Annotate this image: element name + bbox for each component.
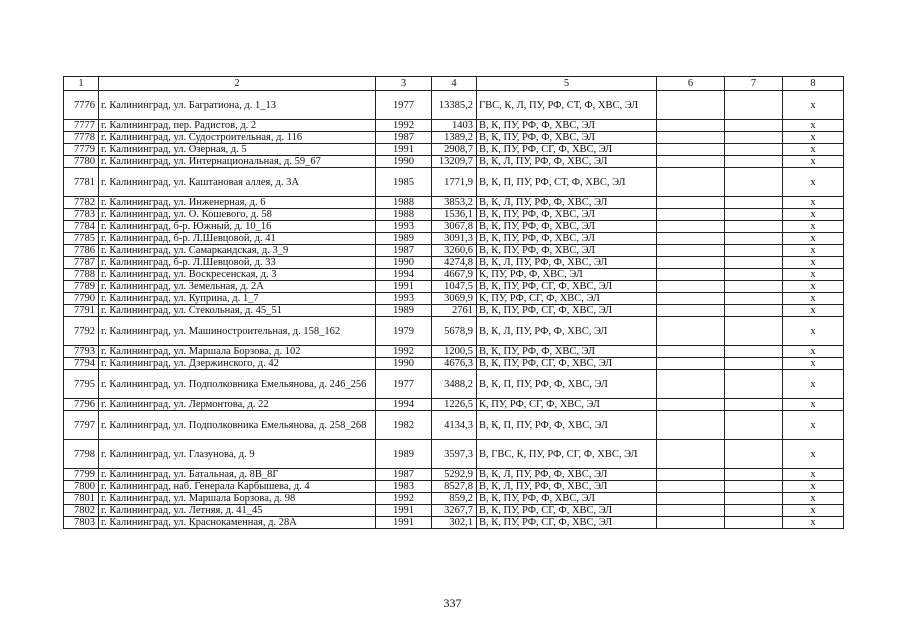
row-area: 1389,2 bbox=[432, 132, 477, 144]
row-works: В, К, Л, ПУ, РФ, Ф, ХВС, ЭЛ bbox=[477, 156, 657, 168]
table-row bbox=[64, 245, 844, 257]
table-row bbox=[64, 91, 844, 120]
table-row bbox=[64, 469, 844, 481]
row-area: 1403 bbox=[432, 120, 477, 132]
row-works: В, К, Л, ПУ, РФ, Ф, ХВС, ЭЛ bbox=[477, 197, 657, 209]
row-col-7 bbox=[725, 481, 783, 493]
row-col-7 bbox=[725, 411, 783, 440]
row-number: 7788 bbox=[64, 269, 99, 281]
row-year: 1977 bbox=[376, 91, 432, 120]
row-col-7 bbox=[725, 293, 783, 305]
row-col-6 bbox=[657, 269, 725, 281]
row-works: В, К, ПУ, РФ, Ф, ХВС, ЭЛ bbox=[477, 209, 657, 221]
page-number: 337 bbox=[443, 596, 462, 610]
row-col-6 bbox=[657, 144, 725, 156]
row-area: 3597,3 bbox=[432, 440, 477, 469]
row-col-8: x bbox=[783, 399, 844, 411]
row-works: В, К, Л, ПУ, РФ, Ф, ХВС, ЭЛ bbox=[477, 469, 657, 481]
row-year: 1987 bbox=[376, 469, 432, 481]
row-area: 1047,5 bbox=[432, 281, 477, 293]
row-col-7 bbox=[725, 305, 783, 317]
row-address: г. Калининград, ул. Лермонтова, д. 22 bbox=[99, 399, 376, 411]
row-col-8: x bbox=[783, 168, 844, 197]
row-address: г. Калининград, б-р. Л.Шевцовой, д. 33 bbox=[99, 257, 376, 269]
row-col-6 bbox=[657, 317, 725, 346]
row-col-8: x bbox=[783, 411, 844, 440]
row-year: 1989 bbox=[376, 305, 432, 317]
row-year: 1983 bbox=[376, 481, 432, 493]
row-col-7 bbox=[725, 245, 783, 257]
table-row bbox=[64, 281, 844, 293]
row-works: В, К, ПУ, РФ, Ф, ХВС, ЭЛ bbox=[477, 493, 657, 505]
row-col-6 bbox=[657, 197, 725, 209]
row-works: В, К, ПУ, РФ, Ф, ХВС, ЭЛ bbox=[477, 346, 657, 358]
row-works: В, К, Л, ПУ, РФ, Ф, ХВС, ЭЛ bbox=[477, 257, 657, 269]
row-number: 7800 bbox=[64, 481, 99, 493]
table-row bbox=[64, 120, 844, 132]
row-col-7 bbox=[725, 358, 783, 370]
row-works: В, К, ПУ, РФ, СГ, Ф, ХВС, ЭЛ bbox=[477, 281, 657, 293]
row-number: 7803 bbox=[64, 517, 99, 529]
row-number: 7796 bbox=[64, 399, 99, 411]
row-year: 1992 bbox=[376, 346, 432, 358]
row-col-6 bbox=[657, 399, 725, 411]
row-area: 3067,8 bbox=[432, 221, 477, 233]
row-address: г. Калининград, ул. Инженерная, д. 6 bbox=[99, 197, 376, 209]
row-works: В, К, ПУ, РФ, СГ, Ф, ХВС, ЭЛ bbox=[477, 517, 657, 529]
row-col-6 bbox=[657, 209, 725, 221]
row-col-7 bbox=[725, 269, 783, 281]
table-row bbox=[64, 293, 844, 305]
row-number: 7797 bbox=[64, 411, 99, 440]
row-col-6 bbox=[657, 517, 725, 529]
table-row bbox=[64, 370, 844, 399]
header-row bbox=[64, 77, 844, 91]
row-number: 7776 bbox=[64, 91, 99, 120]
row-works: В, К, П, ПУ, РФ, Ф, ХВС, ЭЛ bbox=[477, 411, 657, 440]
row-number: 7793 bbox=[64, 346, 99, 358]
table-row bbox=[64, 233, 844, 245]
row-col-6 bbox=[657, 221, 725, 233]
row-col-7 bbox=[725, 120, 783, 132]
row-col-8: x bbox=[783, 481, 844, 493]
row-year: 1987 bbox=[376, 132, 432, 144]
row-col-6 bbox=[657, 132, 725, 144]
row-col-7 bbox=[725, 469, 783, 481]
row-area: 4134,3 bbox=[432, 411, 477, 440]
row-works: В, К, ПУ, РФ, СГ, Ф, ХВС, ЭЛ bbox=[477, 358, 657, 370]
header-col-3: 3 bbox=[376, 77, 432, 91]
row-number: 7782 bbox=[64, 197, 99, 209]
row-number: 7802 bbox=[64, 505, 99, 517]
row-col-8: x bbox=[783, 156, 844, 168]
row-number: 7777 bbox=[64, 120, 99, 132]
row-col-8: x bbox=[783, 469, 844, 481]
row-year: 1989 bbox=[376, 233, 432, 245]
table-row bbox=[64, 168, 844, 197]
row-year: 1991 bbox=[376, 505, 432, 517]
row-col-7 bbox=[725, 168, 783, 197]
row-col-6 bbox=[657, 469, 725, 481]
row-col-8: x bbox=[783, 120, 844, 132]
table-row bbox=[64, 132, 844, 144]
table-row bbox=[64, 399, 844, 411]
row-area: 4667,9 bbox=[432, 269, 477, 281]
row-col-6 bbox=[657, 91, 725, 120]
row-col-6 bbox=[657, 156, 725, 168]
row-area: 3260,6 bbox=[432, 245, 477, 257]
row-col-7 bbox=[725, 370, 783, 399]
row-col-8: x bbox=[783, 233, 844, 245]
header-col-8: 8 bbox=[783, 77, 844, 91]
table-row bbox=[64, 209, 844, 221]
row-year: 1991 bbox=[376, 517, 432, 529]
row-area: 2761 bbox=[432, 305, 477, 317]
row-works: В, К, П, ПУ, РФ, СТ, Ф, ХВС, ЭЛ bbox=[477, 168, 657, 197]
row-col-7 bbox=[725, 440, 783, 469]
row-area: 859,2 bbox=[432, 493, 477, 505]
row-works: В, К, ПУ, РФ, Ф, ХВС, ЭЛ bbox=[477, 233, 657, 245]
row-year: 1994 bbox=[376, 269, 432, 281]
row-year: 1988 bbox=[376, 209, 432, 221]
row-col-6 bbox=[657, 257, 725, 269]
row-area: 3091,3 bbox=[432, 233, 477, 245]
row-col-7 bbox=[725, 209, 783, 221]
row-area: 3488,2 bbox=[432, 370, 477, 399]
row-area: 4274,8 bbox=[432, 257, 477, 269]
row-col-6 bbox=[657, 281, 725, 293]
table-body bbox=[64, 91, 844, 529]
row-works: В, К, ПУ, РФ, Ф, ХВС, ЭЛ bbox=[477, 245, 657, 257]
row-year: 1990 bbox=[376, 156, 432, 168]
table-row bbox=[64, 358, 844, 370]
row-col-7 bbox=[725, 493, 783, 505]
row-col-6 bbox=[657, 481, 725, 493]
row-works: К, ПУ, РФ, Ф, ХВС, ЭЛ bbox=[477, 269, 657, 281]
row-col-7 bbox=[725, 221, 783, 233]
row-col-8: x bbox=[783, 132, 844, 144]
table-row bbox=[64, 411, 844, 440]
row-area: 2908,7 bbox=[432, 144, 477, 156]
row-year: 1990 bbox=[376, 257, 432, 269]
row-year: 1992 bbox=[376, 120, 432, 132]
row-col-8: x bbox=[783, 517, 844, 529]
row-col-6 bbox=[657, 440, 725, 469]
row-col-8: x bbox=[783, 269, 844, 281]
row-col-7 bbox=[725, 132, 783, 144]
row-number: 7785 bbox=[64, 233, 99, 245]
table-row bbox=[64, 493, 844, 505]
table-row bbox=[64, 221, 844, 233]
row-address: г. Калининград, ул. Подполковника Емельянова, д. 246_256 bbox=[99, 370, 376, 399]
row-col-6 bbox=[657, 293, 725, 305]
row-col-6 bbox=[657, 245, 725, 257]
row-col-6 bbox=[657, 493, 725, 505]
row-works: К, ПУ, РФ, СГ, Ф, ХВС, ЭЛ bbox=[477, 293, 657, 305]
row-year: 1991 bbox=[376, 281, 432, 293]
row-number: 7794 bbox=[64, 358, 99, 370]
row-number: 7789 bbox=[64, 281, 99, 293]
row-area: 4676,3 bbox=[432, 358, 477, 370]
row-works: В, К, П, ПУ, РФ, Ф, ХВС, ЭЛ bbox=[477, 370, 657, 399]
row-works: В, К, Л, ПУ, РФ, Ф, ХВС, ЭЛ bbox=[477, 481, 657, 493]
row-col-8: x bbox=[783, 281, 844, 293]
row-works: В, ГВС, К, ПУ, РФ, СГ, Ф, ХВС, ЭЛ bbox=[477, 440, 657, 469]
row-works: В, К, ПУ, РФ, Ф, ХВС, ЭЛ bbox=[477, 120, 657, 132]
row-col-7 bbox=[725, 144, 783, 156]
row-works: К, ПУ, РФ, СГ, Ф, ХВС, ЭЛ bbox=[477, 399, 657, 411]
row-area: 13385,2 bbox=[432, 91, 477, 120]
row-col-7 bbox=[725, 156, 783, 168]
row-address: г. Калининград, ул. Судостроительная, д. 116 bbox=[99, 132, 376, 144]
header-col-4: 4 bbox=[432, 77, 477, 91]
row-area: 1536,1 bbox=[432, 209, 477, 221]
row-works: В, К, ПУ, РФ, СГ, Ф, ХВС, ЭЛ bbox=[477, 144, 657, 156]
row-year: 1979 bbox=[376, 317, 432, 346]
row-col-8: x bbox=[783, 293, 844, 305]
row-col-7 bbox=[725, 517, 783, 529]
row-col-8: x bbox=[783, 245, 844, 257]
row-number: 7783 bbox=[64, 209, 99, 221]
row-col-6 bbox=[657, 233, 725, 245]
row-col-8: x bbox=[783, 197, 844, 209]
row-year: 1989 bbox=[376, 440, 432, 469]
row-col-8: x bbox=[783, 209, 844, 221]
row-col-8: x bbox=[783, 440, 844, 469]
row-col-7 bbox=[725, 233, 783, 245]
row-col-7 bbox=[725, 281, 783, 293]
row-number: 7786 bbox=[64, 245, 99, 257]
row-year: 1982 bbox=[376, 411, 432, 440]
header-col-5: 5 bbox=[477, 77, 657, 91]
table-row bbox=[64, 317, 844, 346]
row-col-6 bbox=[657, 120, 725, 132]
row-col-7 bbox=[725, 346, 783, 358]
row-address: г. Калининград, ул. Батальная, д. 8В_8Г bbox=[99, 469, 376, 481]
row-col-8: x bbox=[783, 257, 844, 269]
row-col-8: x bbox=[783, 493, 844, 505]
row-col-7 bbox=[725, 317, 783, 346]
row-year: 1991 bbox=[376, 144, 432, 156]
row-area: 1771,9 bbox=[432, 168, 477, 197]
table-row bbox=[64, 505, 844, 517]
row-number: 7798 bbox=[64, 440, 99, 469]
header-col-6: 6 bbox=[657, 77, 725, 91]
row-address: г. Калининград, ул. Куприна, д. 1_7 bbox=[99, 293, 376, 305]
row-address: г. Калининград, наб. Генерала Карбышева, д. 4 bbox=[99, 481, 376, 493]
row-year: 1994 bbox=[376, 399, 432, 411]
row-number: 7781 bbox=[64, 168, 99, 197]
row-address: г. Калининград, ул. Маршала Борзова, д. 102 bbox=[99, 346, 376, 358]
row-year: 1987 bbox=[376, 245, 432, 257]
row-col-8: x bbox=[783, 358, 844, 370]
header-col-2: 2 bbox=[99, 77, 376, 91]
row-col-7 bbox=[725, 91, 783, 120]
row-col-6 bbox=[657, 505, 725, 517]
works-table bbox=[63, 76, 844, 529]
row-address: г. Калининград, ул. Летняя, д. 41_45 bbox=[99, 505, 376, 517]
header-col-1: 1 bbox=[64, 77, 99, 91]
row-col-6 bbox=[657, 370, 725, 399]
row-col-7 bbox=[725, 197, 783, 209]
row-number: 7784 bbox=[64, 221, 99, 233]
row-address: г. Калининград, ул. Подполковника Емельянова, д. 258_268 bbox=[99, 411, 376, 440]
table-row bbox=[64, 481, 844, 493]
row-number: 7792 bbox=[64, 317, 99, 346]
row-col-8: x bbox=[783, 91, 844, 120]
row-col-8: x bbox=[783, 221, 844, 233]
row-col-6 bbox=[657, 168, 725, 197]
row-works: В, К, ПУ, РФ, Ф, ХВС, ЭЛ bbox=[477, 221, 657, 233]
row-number: 7790 bbox=[64, 293, 99, 305]
row-col-8: x bbox=[783, 346, 844, 358]
row-address: г. Калининград, ул. Интернациональная, д. 59_67 bbox=[99, 156, 376, 168]
row-address: г. Калининград, ул. Стекольная, д. 45_51 bbox=[99, 305, 376, 317]
row-address: г. Калининград, б-р. Южный, д. 10_16 bbox=[99, 221, 376, 233]
table-row bbox=[64, 346, 844, 358]
row-year: 1992 bbox=[376, 493, 432, 505]
row-year: 1990 bbox=[376, 358, 432, 370]
row-works: В, К, ПУ, РФ, СГ, Ф, ХВС, ЭЛ bbox=[477, 305, 657, 317]
row-number: 7801 bbox=[64, 493, 99, 505]
row-number: 7780 bbox=[64, 156, 99, 168]
row-year: 1993 bbox=[376, 221, 432, 233]
row-number: 7779 bbox=[64, 144, 99, 156]
row-year: 1977 bbox=[376, 370, 432, 399]
row-number: 7795 bbox=[64, 370, 99, 399]
table-row bbox=[64, 440, 844, 469]
table-row bbox=[64, 305, 844, 317]
row-area: 1226,5 bbox=[432, 399, 477, 411]
row-address: г. Калининград, б-р. Л.Шевцовой, д. 41 bbox=[99, 233, 376, 245]
row-address: г. Калининград, ул. Дзержинского, д. 42 bbox=[99, 358, 376, 370]
row-works: В, К, ПУ, РФ, СГ, Ф, ХВС, ЭЛ bbox=[477, 505, 657, 517]
row-number: 7778 bbox=[64, 132, 99, 144]
table-row bbox=[64, 269, 844, 281]
row-col-7 bbox=[725, 257, 783, 269]
row-col-6 bbox=[657, 411, 725, 440]
row-col-8: x bbox=[783, 144, 844, 156]
row-address: г. Калининград, ул. О. Кошевого, д. 58 bbox=[99, 209, 376, 221]
row-number: 7799 bbox=[64, 469, 99, 481]
table-row bbox=[64, 257, 844, 269]
row-area: 8527,8 bbox=[432, 481, 477, 493]
row-col-7 bbox=[725, 505, 783, 517]
table-row bbox=[64, 197, 844, 209]
row-address: г. Калининград, ул. Краснокаменная, д. 28А bbox=[99, 517, 376, 529]
row-address: г. Калининград, ул. Глазунова, д. 9 bbox=[99, 440, 376, 469]
row-area: 5292,9 bbox=[432, 469, 477, 481]
row-year: 1988 bbox=[376, 197, 432, 209]
row-year: 1993 bbox=[376, 293, 432, 305]
row-year: 1985 bbox=[376, 168, 432, 197]
row-col-8: x bbox=[783, 317, 844, 346]
table-row bbox=[64, 156, 844, 168]
row-address: г. Калининград, пер. Радистов, д. 2 bbox=[99, 120, 376, 132]
row-col-6 bbox=[657, 346, 725, 358]
row-col-6 bbox=[657, 358, 725, 370]
row-works: В, К, Л, ПУ, РФ, Ф, ХВС, ЭЛ bbox=[477, 317, 657, 346]
row-col-7 bbox=[725, 399, 783, 411]
row-col-6 bbox=[657, 305, 725, 317]
row-address: г. Калининград, ул. Машиностроительная, д. 158_162 bbox=[99, 317, 376, 346]
table-row bbox=[64, 144, 844, 156]
row-area: 3069,9 bbox=[432, 293, 477, 305]
row-area: 1200,5 bbox=[432, 346, 477, 358]
row-number: 7791 bbox=[64, 305, 99, 317]
row-address: г. Калининград, ул. Багратиона, д. 1_13 bbox=[99, 91, 376, 120]
row-area: 3853,2 bbox=[432, 197, 477, 209]
row-col-8: x bbox=[783, 370, 844, 399]
row-address: г. Калининград, ул. Воскресенская, д. 3 bbox=[99, 269, 376, 281]
row-col-8: x bbox=[783, 305, 844, 317]
row-works: ГВС, К, Л, ПУ, РФ, СТ, Ф, ХВС, ЭЛ bbox=[477, 91, 657, 120]
row-address: г. Калининград, ул. Каштановая аллея, д. 3А bbox=[99, 168, 376, 197]
row-number: 7787 bbox=[64, 257, 99, 269]
row-address: г. Калининград, ул. Земельная, д. 2А bbox=[99, 281, 376, 293]
row-address: г. Калининград, ул. Озерная, д. 5 bbox=[99, 144, 376, 156]
header-col-7: 7 bbox=[725, 77, 783, 91]
row-area: 3267,7 bbox=[432, 505, 477, 517]
row-col-8: x bbox=[783, 505, 844, 517]
row-area: 13209,7 bbox=[432, 156, 477, 168]
table-row bbox=[64, 517, 844, 529]
row-area: 5678,9 bbox=[432, 317, 477, 346]
row-works: В, К, ПУ, РФ, Ф, ХВС, ЭЛ bbox=[477, 132, 657, 144]
row-address: г. Калининград, ул. Маршала Борзова, д. 98 bbox=[99, 493, 376, 505]
row-area: 302,1 bbox=[432, 517, 477, 529]
row-address: г. Калининград, ул. Самаркандская, д. 3_9 bbox=[99, 245, 376, 257]
